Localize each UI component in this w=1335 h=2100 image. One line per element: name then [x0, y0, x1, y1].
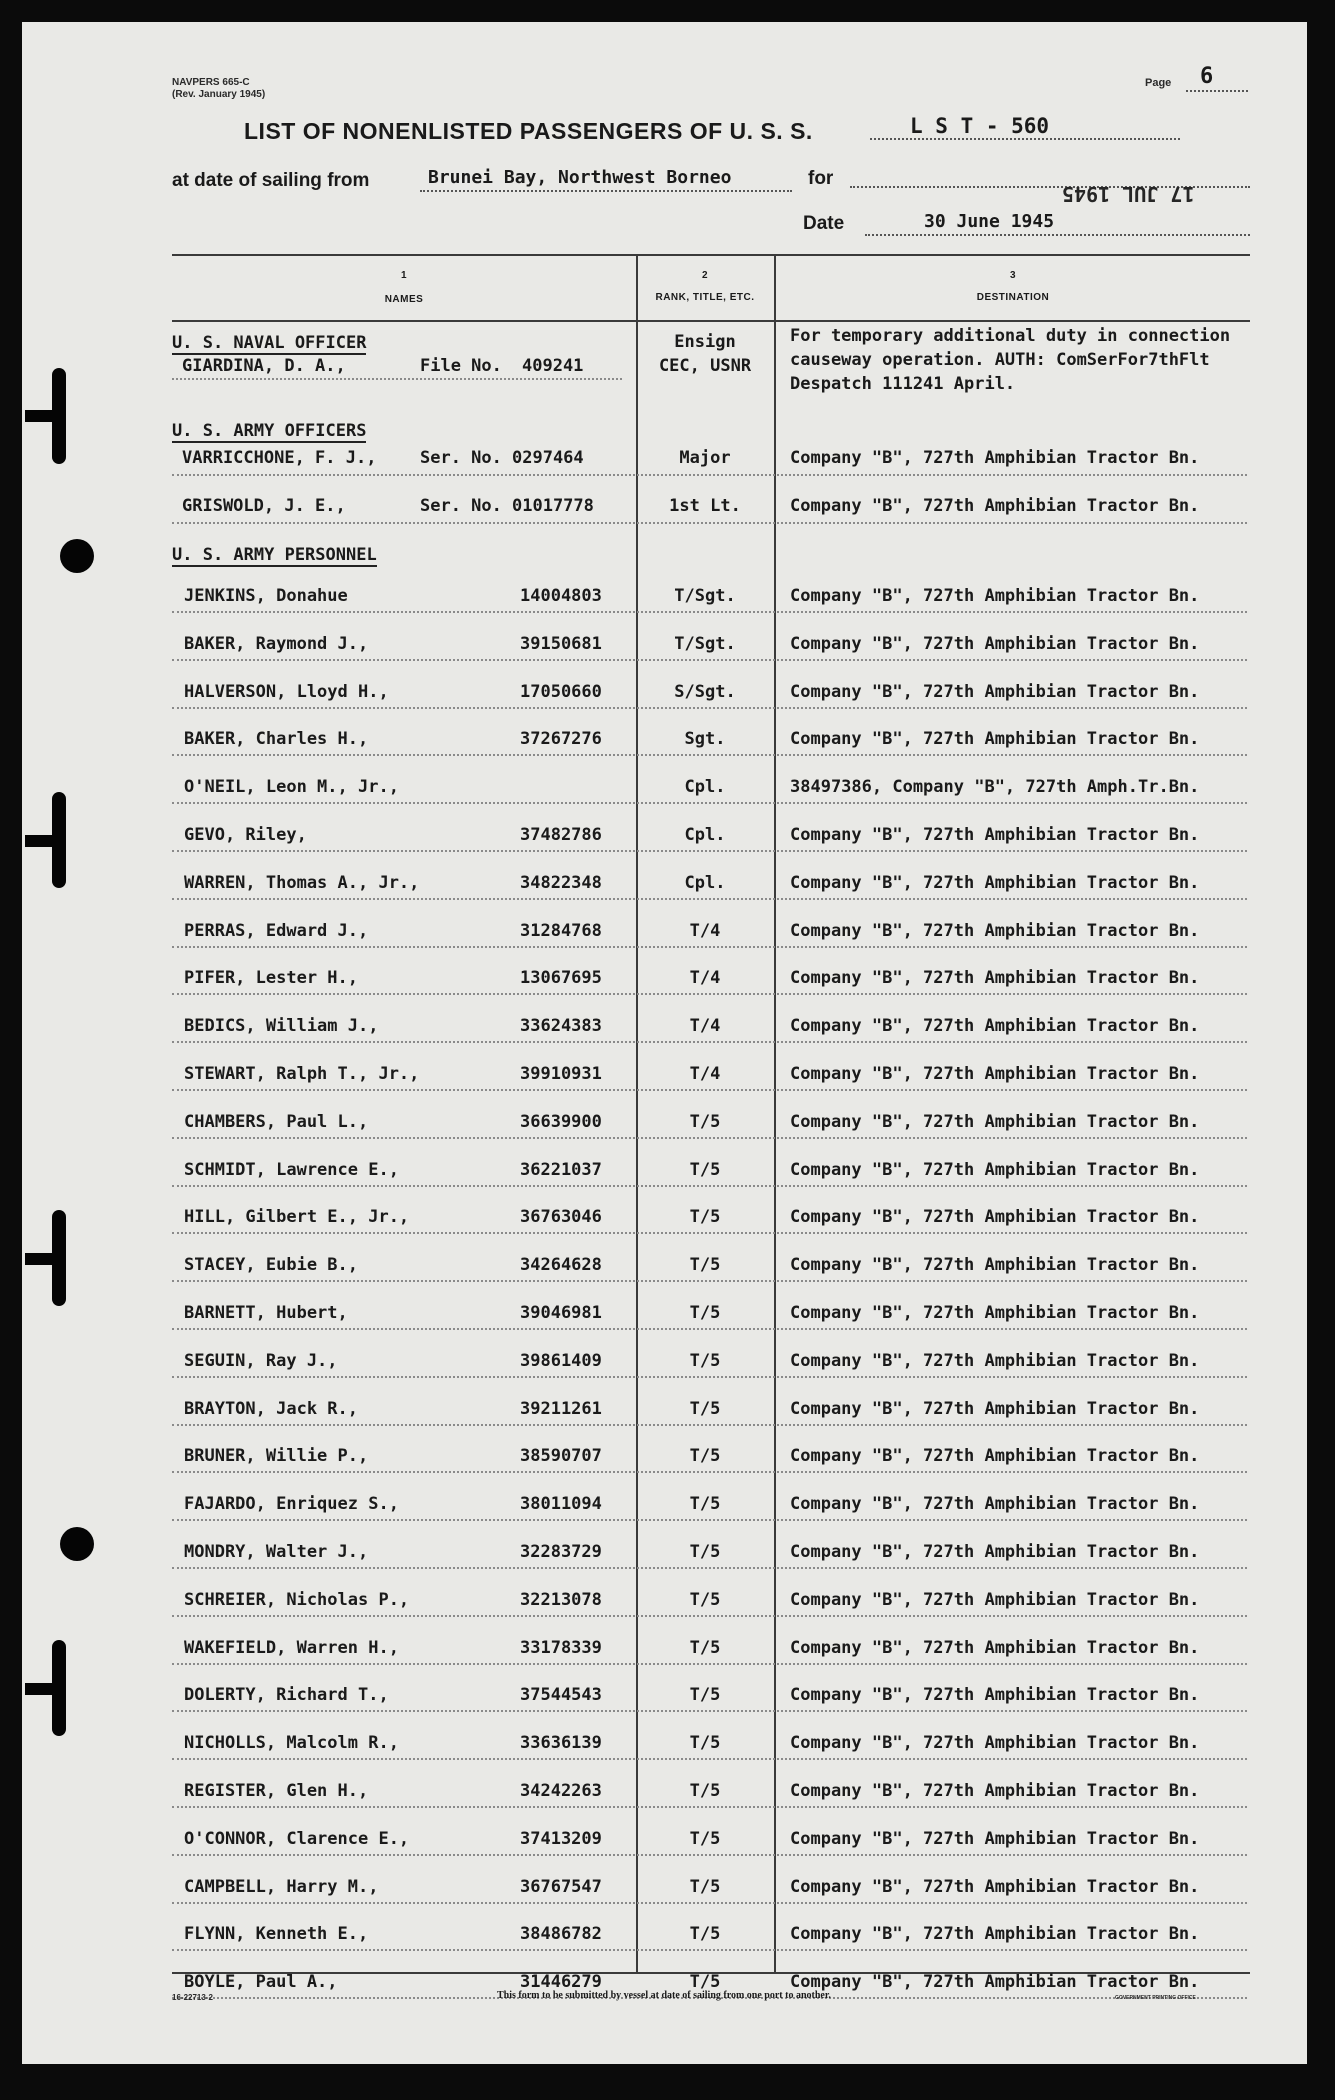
footer-printer: GOVERNMENT PRINTING OFFICE	[1115, 1995, 1196, 2001]
personnel-name: BAKER, Charles H.,	[184, 729, 369, 749]
personnel-rank: T/5	[689, 1877, 721, 1897]
personnel-destination: Company "B", 727th Amphibian Tractor Bn.	[790, 634, 1200, 654]
personnel-serial: 38011094	[520, 1494, 602, 1514]
row-rule	[172, 946, 1247, 948]
row-rule	[172, 754, 1247, 756]
personnel-serial: 17050660	[520, 682, 602, 702]
personnel-destination: Company "B", 727th Amphibian Tractor Bn.	[790, 1590, 1200, 1610]
personnel-serial: 34822348	[520, 873, 602, 893]
row-rule	[172, 993, 1247, 995]
personnel-serial: 39150681	[520, 634, 602, 654]
personnel-rank: Sgt.	[684, 729, 726, 749]
personnel-name: NICHOLLS, Malcolm R.,	[184, 1733, 399, 1753]
personnel-rank: T/4	[689, 1016, 721, 1036]
row-rule	[172, 1376, 1247, 1378]
officer-rank: 1st Lt.	[669, 496, 741, 516]
page-number: 6	[1200, 64, 1214, 89]
row-rule	[172, 1328, 1247, 1330]
personnel-serial: 37482786	[520, 825, 602, 845]
personnel-serial: 39861409	[520, 1351, 602, 1371]
row-rule	[172, 707, 1247, 709]
personnel-destination: Company "B", 727th Amphibian Tractor Bn.	[790, 1972, 1200, 1992]
personnel-name: SCHREIER, Nicholas P.,	[184, 1590, 410, 1610]
personnel-name: O'CONNOR, Clarence E.,	[184, 1829, 410, 1849]
personnel-serial: 36639900	[520, 1112, 602, 1132]
row-rule	[172, 378, 622, 380]
personnel-destination: Company "B", 727th Amphibian Tractor Bn.	[790, 729, 1200, 749]
personnel-destination: Company "B", 727th Amphibian Tractor Bn.	[790, 1733, 1200, 1753]
personnel-name: WARREN, Thomas A., Jr.,	[184, 873, 420, 893]
personnel-name: FAJARDO, Enriquez S.,	[184, 1494, 399, 1514]
date-label: Date	[803, 213, 845, 234]
naval-officer-file-label: File No.	[420, 356, 502, 376]
section-army-personnel: U. S. ARMY PERSONNEL	[172, 545, 377, 565]
col-rank-header: RANK, TITLE, ETC.	[655, 292, 755, 303]
officer-destination: Company "B", 727th Amphibian Tractor Bn.	[790, 448, 1200, 468]
personnel-destination: Company "B", 727th Amphibian Tractor Bn.	[790, 1207, 1200, 1227]
sailing-from-line	[420, 190, 792, 192]
personnel-rank: T/5	[689, 1112, 721, 1132]
naval-officer-rank: Ensign	[674, 332, 736, 352]
personnel-destination: Company "B", 727th Amphibian Tractor Bn.	[790, 586, 1200, 606]
personnel-name: WAKEFIELD, Warren H.,	[184, 1638, 399, 1658]
page-number-line	[1186, 90, 1248, 92]
personnel-rank: T/5	[689, 1733, 721, 1753]
personnel-destination: Company "B", 727th Amphibian Tractor Bn.	[790, 1781, 1200, 1801]
personnel-rank: T/5	[689, 1303, 721, 1323]
personnel-rank: T/5	[689, 1446, 721, 1466]
personnel-serial: 31446279	[520, 1972, 602, 1992]
binder-hole-2	[60, 1527, 94, 1561]
personnel-rank: T/5	[689, 1590, 721, 1610]
personnel-name: O'NEIL, Leon M., Jr.,	[184, 777, 399, 797]
personnel-rank: T/5	[689, 1829, 721, 1849]
personnel-destination: Company "B", 727th Amphibian Tractor Bn.	[790, 1446, 1200, 1466]
personnel-name: SCHMIDT, Lawrence E.,	[184, 1160, 399, 1180]
personnel-name: PIFER, Lester H.,	[184, 968, 358, 988]
personnel-serial: 39910931	[520, 1064, 602, 1084]
personnel-destination: Company "B", 727th Amphibian Tractor Bn.	[790, 682, 1200, 702]
personnel-name: CHAMBERS, Paul L.,	[184, 1112, 369, 1132]
personnel-destination: Company "B", 727th Amphibian Tractor Bn.	[790, 1399, 1200, 1419]
form-id: NAVPERS 665-C	[172, 77, 250, 88]
row-rule	[172, 659, 1247, 661]
table-header-rule	[172, 320, 1250, 322]
row-rule	[172, 1806, 1247, 1808]
col-destination-header: DESTINATION	[976, 292, 1050, 303]
personnel-name: BRAYTON, Jack R.,	[184, 1399, 358, 1419]
personnel-name: HALVERSON, Lloyd H.,	[184, 682, 389, 702]
binder-slot-tab-3	[25, 1253, 55, 1265]
personnel-rank: S/Sgt.	[674, 682, 736, 702]
row-rule	[172, 1902, 1247, 1904]
binder-slot-tab-2	[25, 835, 55, 847]
personnel-destination: Company "B", 727th Amphibian Tractor Bn.	[790, 1494, 1200, 1514]
row-rule	[172, 1280, 1247, 1282]
personnel-rank: T/Sgt.	[674, 586, 736, 606]
officer-ser-label: Ser. No.	[420, 448, 502, 468]
received-stamp: 17 JUL 1945	[1062, 182, 1195, 206]
personnel-name: STACEY, Eubie B.,	[184, 1255, 358, 1275]
column-divider-2	[774, 254, 776, 1972]
personnel-rank: T/5	[689, 1781, 721, 1801]
personnel-destination: Company "B", 727th Amphibian Tractor Bn.	[790, 1303, 1200, 1323]
personnel-rank: T/5	[689, 1399, 721, 1419]
personnel-rank: T/5	[689, 1542, 721, 1562]
personnel-name: FLYNN, Kenneth E.,	[184, 1924, 369, 1944]
row-rule	[172, 1089, 1247, 1091]
page-title: LIST OF NONENLISTED PASSENGERS OF U. S. S.	[244, 118, 813, 144]
personnel-serial: 37544543	[520, 1685, 602, 1705]
binder-hole-1	[60, 539, 94, 573]
row-rule	[172, 1567, 1247, 1569]
personnel-destination: Company "B", 727th Amphibian Tractor Bn.	[790, 968, 1200, 988]
table-top-rule	[172, 254, 1250, 256]
naval-officer-destination-2: causeway operation. AUTH: ComSerFor7thFlt	[790, 350, 1210, 370]
row-rule	[172, 802, 1247, 804]
personnel-rank: T/4	[689, 968, 721, 988]
personnel-rank: T/4	[689, 921, 721, 941]
personnel-name: BEDICS, William J.,	[184, 1016, 379, 1036]
personnel-name: REGISTER, Glen H.,	[184, 1781, 369, 1801]
row-rule	[172, 1041, 1247, 1043]
naval-officer-destination-3: Despatch 111241 April.	[790, 374, 1016, 394]
row-rule	[172, 1137, 1247, 1139]
personnel-name: BAKER, Raymond J.,	[184, 634, 369, 654]
for-label: for	[808, 168, 834, 189]
personnel-rank: T/5	[689, 1972, 721, 1992]
personnel-destination: Company "B", 727th Amphibian Tractor Bn.	[790, 1016, 1200, 1036]
personnel-name: BOYLE, Paul A.,	[184, 1972, 338, 1992]
officer-ser-label: Ser. No.	[420, 496, 502, 516]
officer-name: VARRICCHONE, F. J.,	[182, 448, 377, 468]
personnel-serial: 37413209	[520, 1829, 602, 1849]
personnel-serial: 39046981	[520, 1303, 602, 1323]
personnel-rank: T/5	[689, 1924, 721, 1944]
personnel-destination: 38497386, Company "B", 727th Amph.Tr.Bn.	[790, 777, 1200, 797]
ship-line	[870, 138, 1180, 140]
officer-ser-no: 01017778	[512, 496, 594, 516]
personnel-serial: 34264628	[520, 1255, 602, 1275]
personnel-destination: Company "B", 727th Amphibian Tractor Bn.	[790, 873, 1200, 893]
personnel-name: STEWART, Ralph T., Jr.,	[184, 1064, 420, 1084]
personnel-serial: 38590707	[520, 1446, 602, 1466]
row-rule	[172, 1424, 1247, 1426]
personnel-rank: T/5	[689, 1685, 721, 1705]
row-rule	[172, 1471, 1247, 1473]
personnel-destination: Company "B", 727th Amphibian Tractor Bn.	[790, 1924, 1200, 1944]
page-label: Page	[1145, 77, 1172, 89]
personnel-rank: T/5	[689, 1351, 721, 1371]
row-rule	[172, 1232, 1247, 1234]
date-line	[865, 234, 1250, 236]
personnel-serial: 14004803	[520, 586, 602, 606]
personnel-name: JENKINS, Donahue	[184, 586, 348, 606]
personnel-serial: 32283729	[520, 1542, 602, 1562]
officer-destination: Company "B", 727th Amphibian Tractor Bn.	[790, 496, 1200, 516]
col-names-number: 1	[400, 270, 408, 281]
personnel-destination: Company "B", 727th Amphibian Tractor Bn.	[790, 1112, 1200, 1132]
personnel-name: PERRAS, Edward J.,	[184, 921, 369, 941]
personnel-name: BRUNER, Willie P.,	[184, 1446, 369, 1466]
officer-ser-no: 0297464	[512, 448, 584, 468]
personnel-serial: 33178339	[520, 1638, 602, 1658]
row-rule	[172, 1949, 1247, 1951]
personnel-rank: T/5	[689, 1207, 721, 1227]
personnel-rank: T/5	[689, 1160, 721, 1180]
personnel-serial: 32213078	[520, 1590, 602, 1610]
personnel-destination: Company "B", 727th Amphibian Tractor Bn.	[790, 1877, 1200, 1897]
column-divider-1	[636, 254, 638, 1972]
col-names-header: NAMES	[384, 294, 424, 305]
personnel-serial: 37267276	[520, 729, 602, 749]
row-rule	[172, 1854, 1247, 1856]
personnel-serial: 33624383	[520, 1016, 602, 1036]
binder-slot-tab-1	[25, 410, 55, 422]
personnel-destination: Company "B", 727th Amphibian Tractor Bn.	[790, 1638, 1200, 1658]
personnel-destination: Company "B", 727th Amphibian Tractor Bn.	[790, 825, 1200, 845]
binder-slot-tab-4	[25, 1683, 55, 1695]
personnel-destination: Company "B", 727th Amphibian Tractor Bn.	[790, 921, 1200, 941]
personnel-rank: T/Sgt.	[674, 634, 736, 654]
personnel-rank: T/4	[689, 1064, 721, 1084]
col-destination-number: 3	[1009, 270, 1017, 281]
personnel-serial: 34242263	[520, 1781, 602, 1801]
personnel-name: GEVO, Riley,	[184, 825, 307, 845]
naval-officer-destination-1: For temporary additional duty in connection	[790, 326, 1231, 346]
ship-designation: L S T - 560	[910, 114, 1050, 138]
personnel-destination: Company "B", 727th Amphibian Tractor Bn.	[790, 1160, 1200, 1180]
sailing-from-label: at date of sailing from	[172, 170, 370, 191]
personnel-rank: T/5	[689, 1255, 721, 1275]
personnel-destination: Company "B", 727th Amphibian Tractor Bn.	[790, 1542, 1200, 1562]
personnel-rank: T/5	[689, 1494, 721, 1514]
personnel-destination: Company "B", 727th Amphibian Tractor Bn.	[790, 1685, 1200, 1705]
personnel-destination: Company "B", 727th Amphibian Tractor Bn.	[790, 1351, 1200, 1371]
personnel-serial: 13067695	[520, 968, 602, 988]
personnel-name: CAMPBELL, Harry M.,	[184, 1877, 379, 1897]
row-rule	[172, 1615, 1247, 1617]
footer-code: 16-22713-2	[172, 1993, 213, 2002]
row-rule	[172, 1185, 1247, 1187]
row-rule	[172, 1710, 1247, 1712]
officer-name: GRISWOLD, J. E.,	[182, 496, 346, 516]
personnel-name: BARNETT, Hubert,	[184, 1303, 348, 1323]
personnel-serial: 31284768	[520, 921, 602, 941]
row-rule	[172, 1663, 1247, 1665]
naval-officer-corps: CEC, USNR	[658, 356, 752, 376]
personnel-destination: Company "B", 727th Amphibian Tractor Bn.	[790, 1829, 1200, 1849]
personnel-rank: Cpl.	[684, 777, 726, 797]
personnel-serial: 36221037	[520, 1160, 602, 1180]
personnel-name: HILL, Gilbert E., Jr.,	[184, 1207, 410, 1227]
officer-rank: Major	[679, 448, 731, 468]
row-rule	[172, 1758, 1247, 1760]
personnel-serial: 33636139	[520, 1733, 602, 1753]
personnel-name: SEGUIN, Ray J.,	[184, 1351, 338, 1371]
naval-officer-name: GIARDINA, D. A.,	[182, 356, 346, 376]
row-rule	[172, 1519, 1247, 1521]
personnel-rank: T/5	[689, 1638, 721, 1658]
personnel-name: MONDRY, Walter J.,	[184, 1542, 369, 1562]
row-rule	[172, 611, 1247, 613]
footer-instruction: This form to be submitted by vessel at date of sailing from one port to another.	[497, 1990, 831, 2001]
section-naval-officer: U. S. NAVAL OFFICER	[172, 333, 367, 353]
personnel-rank: Cpl.	[684, 825, 726, 845]
row-rule	[172, 474, 1247, 476]
personnel-serial: 36767547	[520, 1877, 602, 1897]
personnel-name: DOLERTY, Richard T.,	[184, 1685, 389, 1705]
personnel-serial: 39211261	[520, 1399, 602, 1419]
naval-officer-file-no: 409241	[522, 356, 584, 376]
col-rank-number: 2	[701, 270, 709, 281]
row-rule	[172, 522, 1247, 524]
personnel-serial: 38486782	[520, 1924, 602, 1944]
personnel-destination: Company "B", 727th Amphibian Tractor Bn.	[790, 1255, 1200, 1275]
personnel-rank: Cpl.	[684, 873, 726, 893]
sailing-from: Brunei Bay, Northwest Borneo	[428, 167, 732, 188]
sailing-date: 30 June 1945	[924, 211, 1055, 232]
row-rule	[172, 850, 1247, 852]
form-revision: (Rev. January 1945)	[172, 89, 266, 100]
row-rule	[172, 898, 1247, 900]
personnel-serial: 36763046	[520, 1207, 602, 1227]
section-army-officers: U. S. ARMY OFFICERS	[172, 421, 367, 441]
personnel-destination: Company "B", 727th Amphibian Tractor Bn.	[790, 1064, 1200, 1084]
